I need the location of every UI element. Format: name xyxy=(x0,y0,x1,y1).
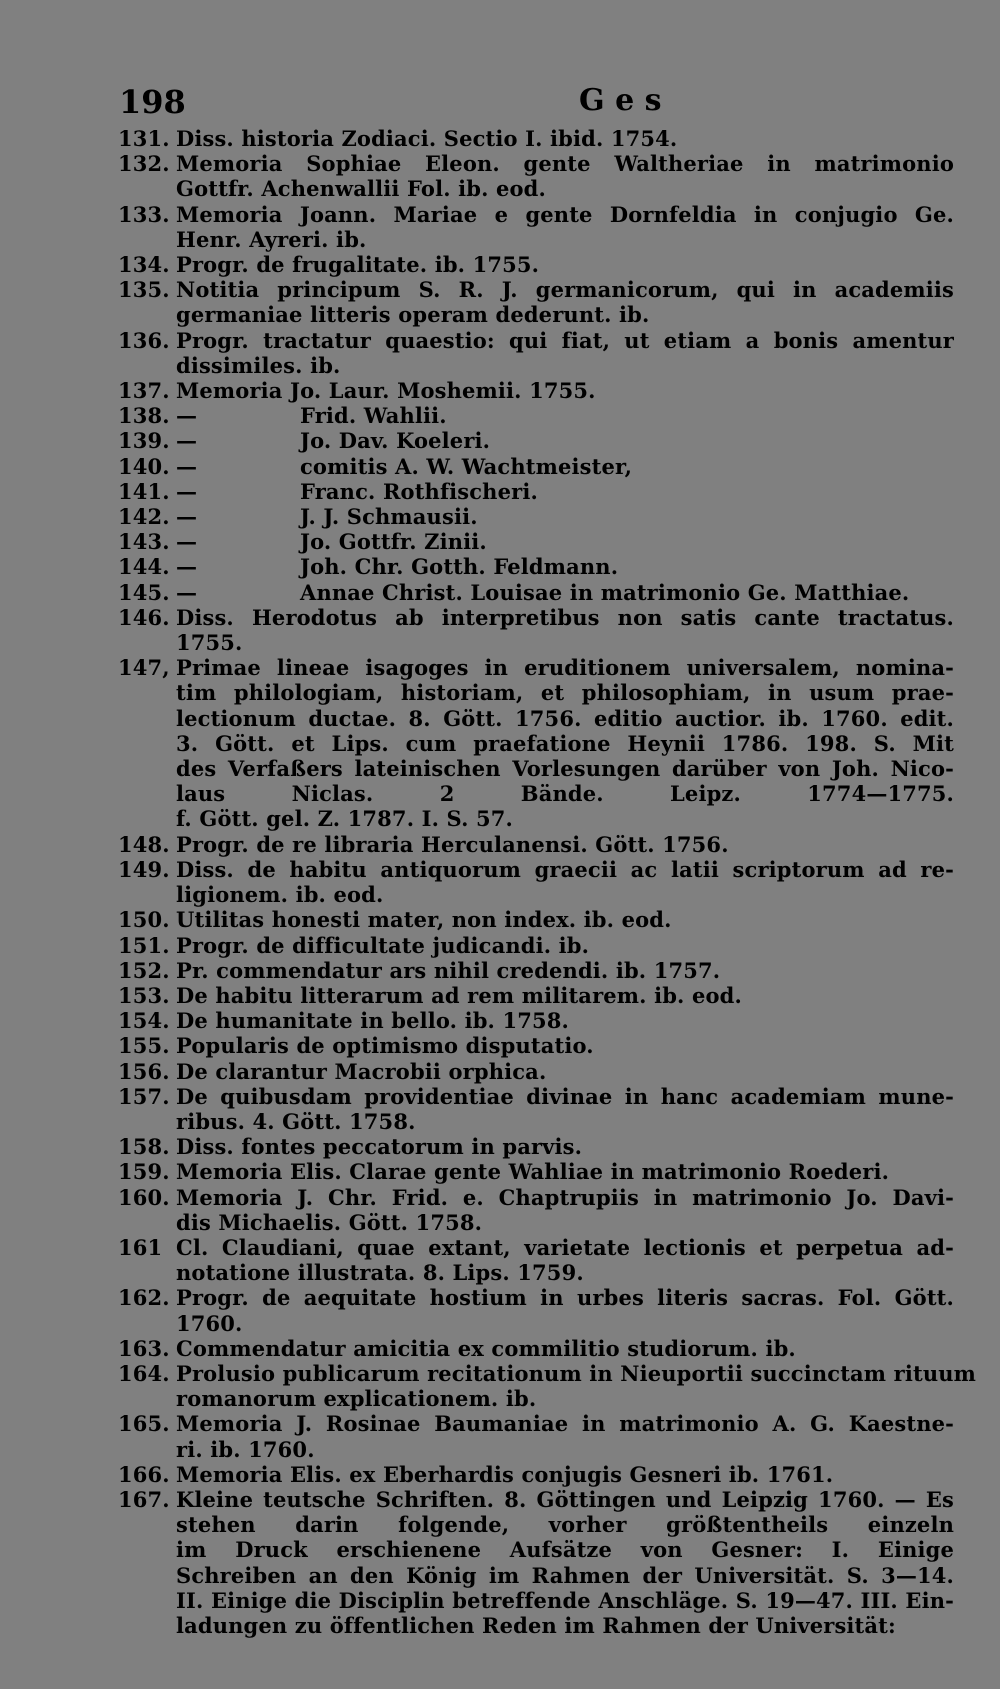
line-text: Commendatur amicitia ex commilitio studiorum. ib. xyxy=(176,1335,796,1361)
entry-number: 139. xyxy=(118,428,170,454)
entry-line xyxy=(176,1285,954,1310)
line-text: 3. Gött. et Lips. cum praefatione Heynii 1786. 198. S. Mit xyxy=(176,730,954,756)
entry-text xyxy=(176,529,954,554)
entry-text xyxy=(176,252,954,277)
line-text: Schreiben an den König im Rahmen der Universität. S. 3—14. xyxy=(176,1562,954,1588)
line-text: 1760. xyxy=(176,1310,243,1336)
entry-line xyxy=(176,1260,954,1285)
bibliography-entry xyxy=(118,655,954,831)
entry-line xyxy=(176,176,954,201)
entry-text xyxy=(176,1033,954,1058)
line-text: Memoria Joann. Mariae e gente Dornfeldia in conjugio Ge. xyxy=(176,201,954,227)
line-text: Popularis de optimismo disputatio. xyxy=(176,1033,594,1059)
bibliography-entry xyxy=(118,933,954,958)
entry-line xyxy=(176,1386,976,1411)
line-text: comitis A. W. Wachtmeister, xyxy=(300,453,633,479)
entry-text xyxy=(176,1462,954,1487)
page-number: 198 xyxy=(119,83,186,121)
line-text: Memoria J. Chr. Frid. e. Chaptrupiis in matrimonio Jo. Davi- xyxy=(176,1184,954,1210)
entry-line xyxy=(176,580,954,605)
entry-number: 136. xyxy=(118,327,170,353)
entry-line xyxy=(176,1235,954,1260)
entry-number: 134. xyxy=(118,252,170,278)
entry-number: 151. xyxy=(118,932,170,958)
line-text: im Druck erschienene Aufsätze von Gesner: I. Einige xyxy=(176,1537,954,1563)
line-text: stehen darin folgende, vorher größtentheils einzeln xyxy=(176,1512,954,1538)
entry-number: 133. xyxy=(118,201,170,227)
entry-number: 150. xyxy=(118,907,170,933)
entry-number: 132. xyxy=(118,151,170,177)
bibliography-entry xyxy=(118,428,954,453)
bibliography-entry xyxy=(118,1235,954,1285)
ditto-dash: — xyxy=(176,504,198,530)
line-text: dissimiles. ib. xyxy=(176,352,341,378)
entry-number: 154. xyxy=(118,1008,170,1034)
line-text: romanorum explicationem. ib. xyxy=(176,1386,537,1412)
entry-number: 164. xyxy=(118,1360,170,1386)
line-text: Pr. commendatur ars nihil credendi. ib. 1757. xyxy=(176,957,721,983)
entry-text xyxy=(176,1235,954,1285)
ditto-dash: — xyxy=(176,529,198,555)
bibliography-entry xyxy=(118,378,954,403)
entry-line xyxy=(176,1462,954,1487)
bibliography-entry xyxy=(118,1059,954,1084)
entry-line xyxy=(176,1159,954,1184)
entry-line xyxy=(176,454,954,479)
entry-text xyxy=(176,907,954,932)
entry-line xyxy=(176,252,954,277)
entry-number: 152. xyxy=(118,957,170,983)
entry-line xyxy=(176,983,954,1008)
entry-line xyxy=(176,202,954,227)
entry-text xyxy=(176,378,954,403)
line-text: Cl. Claudiani, quae extant, varietate lectionis et perpetua ad- xyxy=(176,1234,954,1260)
entry-line xyxy=(176,504,954,529)
entry-number: 145. xyxy=(118,579,170,605)
entry-text xyxy=(176,126,954,151)
entry-line xyxy=(176,1563,954,1588)
entry-line xyxy=(176,1487,954,1512)
line-text: De clarantur Macrobii orphica. xyxy=(176,1058,547,1084)
entry-line xyxy=(176,958,954,983)
entry-line xyxy=(176,1008,954,1033)
line-text: ribus. 4. Gött. 1758. xyxy=(176,1108,416,1134)
entry-number: 142. xyxy=(118,504,170,530)
entry-text xyxy=(176,857,954,907)
entry-text xyxy=(176,1361,976,1411)
entry-number: 148. xyxy=(118,831,170,857)
entry-line xyxy=(176,151,954,176)
bibliography-entry xyxy=(118,1411,954,1461)
entry-line xyxy=(176,1311,954,1336)
entry-text xyxy=(176,479,954,504)
bibliography-entry xyxy=(118,1285,954,1335)
line-text: Memoria Jo. Laur. Moshemii. 1755. xyxy=(176,378,596,404)
entry-text xyxy=(176,655,954,831)
entry-number: 131. xyxy=(118,126,170,151)
ditto-dash: — xyxy=(176,579,198,605)
bibliography-entry xyxy=(118,1462,954,1487)
entry-text xyxy=(176,1185,954,1235)
entry-line xyxy=(176,1437,954,1462)
entry-line xyxy=(176,227,954,252)
entry-number: 157. xyxy=(118,1083,170,1109)
entry-line xyxy=(176,1033,954,1058)
page-header xyxy=(119,83,954,123)
ditto-dash: — xyxy=(176,478,198,504)
entry-number: 160. xyxy=(118,1184,170,1210)
entry-line xyxy=(176,1109,954,1134)
entry-text xyxy=(176,454,954,479)
bibliography-entry xyxy=(118,605,954,655)
ditto-dash: — xyxy=(176,554,198,580)
bibliography-entry xyxy=(118,277,954,327)
entry-line xyxy=(176,630,954,655)
entry-line xyxy=(176,1588,954,1613)
line-text: Progr. de re libraria Herculanensi. Gött. 1756. xyxy=(176,831,729,857)
entry-line xyxy=(176,1336,954,1361)
line-text: Notitia principum S. R. J. germanicorum, qui in academiis xyxy=(176,277,954,303)
entry-line xyxy=(176,328,954,353)
bibliography-entry xyxy=(118,1134,954,1159)
entry-line xyxy=(176,706,954,731)
entry-line xyxy=(176,1210,954,1235)
line-text: laus Niclas. 2 Bände. Leipz. 1774—1775. xyxy=(176,781,954,807)
entry-line xyxy=(176,907,954,932)
line-text: Prolusio publicarum recitationum in Nieuportii succinctam rituum xyxy=(176,1360,977,1386)
entry-line xyxy=(176,756,954,781)
bibliography-entry xyxy=(118,454,954,479)
entry-number: 141. xyxy=(118,478,170,504)
entry-text xyxy=(176,1134,954,1159)
entry-text xyxy=(176,428,954,453)
entry-text xyxy=(176,202,954,252)
entry-line xyxy=(176,605,954,630)
entry-text xyxy=(176,1285,954,1335)
bibliography-entry xyxy=(118,1033,954,1058)
entry-number: 144. xyxy=(118,554,170,580)
entry-line xyxy=(176,529,954,554)
line-text: Henr. Ayreri. ib. xyxy=(176,226,367,252)
bibliography-entry xyxy=(118,504,954,529)
entry-number: 155. xyxy=(118,1033,170,1059)
bibliography-list xyxy=(118,126,977,1638)
line-text: De habitu litterarum ad rem militarem. ib. eod. xyxy=(176,982,742,1008)
entry-line xyxy=(176,655,954,680)
bibliography-entry xyxy=(118,958,954,983)
bibliography-entry xyxy=(118,580,954,605)
entry-number: 143. xyxy=(118,529,170,555)
entry-number: 137. xyxy=(118,378,170,404)
line-text: Jo. Gottfr. Zinii. xyxy=(300,529,487,555)
line-text: Joh. Chr. Gotth. Feldmann. xyxy=(300,554,619,580)
bibliography-entry xyxy=(118,1487,954,1638)
entry-line xyxy=(176,806,954,831)
line-text: Progr. tractatur quaestio: qui fiat, ut etiam a bonis amentur xyxy=(176,327,954,353)
entry-number: 158. xyxy=(118,1134,170,1160)
line-text: Diss. fontes peccatorum in parvis. xyxy=(176,1134,583,1160)
line-text: ladungen zu öffentlichen Reden im Rahmen der Universität: xyxy=(176,1612,896,1638)
entry-text xyxy=(176,403,954,428)
line-text: ligionem. ib. eod. xyxy=(176,882,384,908)
bibliography-entry xyxy=(118,907,954,932)
entry-number: 153. xyxy=(118,982,170,1008)
entry-text xyxy=(176,1411,954,1461)
entry-line xyxy=(176,1059,954,1084)
bibliography-entry xyxy=(118,1336,954,1361)
line-text: tim philologiam, historiam, et philosophiam, in usum prae- xyxy=(176,680,954,706)
entry-text xyxy=(176,277,954,327)
line-text: Diss. de habitu antiquorum graecii ac latii scriptorum ad re- xyxy=(176,856,954,882)
entry-text xyxy=(176,933,954,958)
line-text: Jo. Dav. Koeleri. xyxy=(300,428,491,454)
line-text: 1755. xyxy=(176,630,243,656)
entry-number: 166. xyxy=(118,1461,170,1487)
bibliography-entry xyxy=(118,1084,954,1134)
entry-text xyxy=(176,983,954,1008)
line-text: des Verfaßers lateinischen Vorlesungen darüber von Joh. Nico- xyxy=(176,756,954,782)
line-text: Memoria Elis. ex Eberhardis conjugis Gesneri ib. 1761. xyxy=(176,1461,834,1487)
entry-number: 162. xyxy=(118,1285,170,1311)
entry-line xyxy=(176,302,954,327)
line-text: J. J. Schmausii. xyxy=(300,504,478,530)
entry-text xyxy=(176,580,954,605)
running-head: G e s xyxy=(579,83,662,118)
line-text: Memoria J. Rosinae Baumaniae in matrimonio A. G. Kaestne- xyxy=(176,1411,954,1437)
line-text: Kleine teutsche Schriften. 8. Göttingen und Leipzig 1760. — Es xyxy=(176,1486,954,1512)
entry-text xyxy=(176,1159,954,1184)
entry-text xyxy=(176,832,954,857)
line-text: Diss. Herodotus ab interpretibus non satis cante tractatus. xyxy=(176,604,954,630)
entry-text xyxy=(176,151,954,201)
line-text: ri. ib. 1760. xyxy=(176,1436,315,1462)
line-text: Progr. de difficultate judicandi. ib. xyxy=(176,932,590,958)
ditto-dash: — xyxy=(176,453,198,479)
line-text: Utilitas honesti mater, non index. ib. eod. xyxy=(176,907,672,933)
bibliography-entry xyxy=(118,479,954,504)
entry-line xyxy=(176,378,954,403)
bibliography-entry xyxy=(118,126,954,151)
entry-line xyxy=(176,277,954,302)
entry-line xyxy=(176,1613,954,1638)
bibliography-entry xyxy=(118,1008,954,1033)
entry-line xyxy=(176,126,954,151)
bibliography-entry xyxy=(118,529,954,554)
bibliography-entry xyxy=(118,403,954,428)
entry-line xyxy=(176,403,954,428)
entry-text xyxy=(176,1336,954,1361)
line-text: II. Einige die Disciplin betreffende Anschläge. S. 19—47. III. Ein- xyxy=(176,1587,954,1613)
line-text: germaniae litteris operam dederunt. ib. xyxy=(176,302,650,328)
line-text: dis Michaelis. Gött. 1758. xyxy=(176,1209,483,1235)
entry-line xyxy=(176,353,954,378)
bibliography-entry xyxy=(118,554,954,579)
entry-line xyxy=(176,1512,954,1537)
bibliography-entry xyxy=(118,983,954,1008)
line-text: Annae Christ. Louisae in matrimonio Ge. Matthiae. xyxy=(300,579,910,605)
entry-text xyxy=(176,1059,954,1084)
line-text: f. Gött. gel. Z. 1787. I. S. 57. xyxy=(176,806,513,832)
entry-line xyxy=(176,1084,954,1109)
entry-text xyxy=(176,605,954,655)
entry-text xyxy=(176,554,954,579)
entry-number: 140. xyxy=(118,453,170,479)
line-text: Primae lineae isagoges in eruditionem universalem, nomina- xyxy=(176,655,954,681)
line-text: lectionum ductae. 8. Gött. 1756. editio auctior. ib. 1760. edit. xyxy=(176,705,954,731)
entry-line xyxy=(176,857,954,882)
bibliography-entry xyxy=(118,328,954,378)
line-text: Memoria Sophiae Eleon. gente Waltheriae in matrimonio xyxy=(176,151,954,177)
entry-number: 156. xyxy=(118,1058,170,1084)
entry-line xyxy=(176,554,954,579)
entry-line xyxy=(176,882,954,907)
line-text: notatione illustrata. 8. Lips. 1759. xyxy=(176,1260,584,1286)
entry-line xyxy=(176,1411,954,1436)
entry-line xyxy=(176,933,954,958)
bibliography-entry xyxy=(118,252,954,277)
entry-number: 149. xyxy=(118,856,170,882)
line-text: Diss. historia Zodiaci. Sectio I. ibid. 1754. xyxy=(176,126,678,151)
line-text: De humanitate in bello. ib. 1758. xyxy=(176,1008,569,1034)
entry-number: 135. xyxy=(118,277,170,303)
entry-number: 138. xyxy=(118,403,170,429)
entry-line xyxy=(176,781,954,806)
entry-number: 146. xyxy=(118,604,170,630)
entry-number: 165. xyxy=(118,1411,170,1437)
line-text: Franc. Rothfischeri. xyxy=(300,478,538,504)
entry-line xyxy=(176,1361,976,1386)
entry-line xyxy=(176,1134,954,1159)
line-text: De quibusdam providentiae divinae in hanc academiam mune- xyxy=(176,1083,954,1109)
entry-line xyxy=(176,428,954,453)
entry-text xyxy=(176,1008,954,1033)
line-text: Gottfr. Achenwallii Fol. ib. eod. xyxy=(176,176,546,202)
bibliography-entry xyxy=(118,1185,954,1235)
entry-line xyxy=(176,1537,954,1562)
entry-number: 159. xyxy=(118,1159,170,1185)
line-text: Frid. Wahlii. xyxy=(300,403,447,429)
entry-line xyxy=(176,479,954,504)
entry-text xyxy=(176,328,954,378)
bibliography-entry xyxy=(118,202,954,252)
entry-text xyxy=(176,1487,954,1638)
entry-text xyxy=(176,958,954,983)
entry-text xyxy=(176,1084,954,1134)
entry-number: 147, xyxy=(118,655,170,681)
bibliography-entry xyxy=(118,151,954,201)
entry-number: 163. xyxy=(118,1335,170,1361)
entry-line xyxy=(176,680,954,705)
entry-text xyxy=(176,504,954,529)
entry-line xyxy=(176,731,954,756)
bibliography-entry xyxy=(118,832,954,857)
ditto-dash: — xyxy=(176,428,198,454)
line-text: Progr. de aequitate hostium in urbes literis sacras. Fol. Gött. xyxy=(176,1285,954,1311)
line-text: Memoria Elis. Clarae gente Wahliae in matrimonio Roederi. xyxy=(176,1159,890,1185)
entry-line xyxy=(176,832,954,857)
line-text: Progr. de frugalitate. ib. 1755. xyxy=(176,252,540,278)
ditto-dash: — xyxy=(176,403,198,429)
entry-number: 167. xyxy=(118,1486,170,1512)
bibliography-entry xyxy=(118,1360,977,1412)
entry-number: 161 xyxy=(118,1234,163,1260)
bibliography-entry xyxy=(118,1159,954,1184)
bibliography-entry xyxy=(118,857,954,907)
entry-line xyxy=(176,1185,954,1210)
